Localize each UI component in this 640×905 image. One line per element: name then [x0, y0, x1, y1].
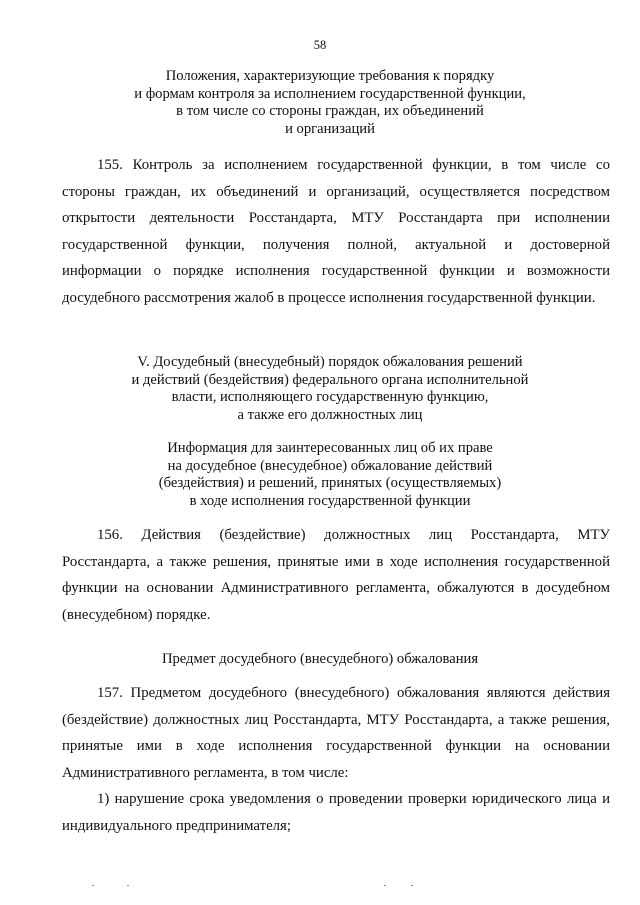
page-number: 58: [313, 38, 327, 52]
paragraph-line: стороны граждан, их объединений и организаций, осуществляется посредством: [62, 183, 610, 200]
heading-line: и действий (бездействия) федерального органа исполнительной: [131, 371, 529, 388]
section-heading-control: [60, 68, 600, 138]
scan-dot: [92, 885, 94, 886]
paragraph-line: открытости деятельности Росстандарта, МТУ Росстандарта при исполнении: [62, 210, 610, 226]
paragraph-156: [62, 522, 610, 628]
paragraph-line: 155. Контроль за исполнением государственной функции, в том числе со: [97, 157, 610, 173]
heading-line: Информация для заинтересованных лиц об их праве: [167, 440, 493, 456]
heading-line: и организаций: [285, 120, 375, 137]
paragraph-line: информации о порядке исполнения государственной функции и возможности: [62, 263, 610, 279]
paragraph-line: государственной функции, получения полной, актуальной и достоверной: [62, 236, 610, 253]
heading-line: власти, исполняющего государственную функцию,: [171, 389, 489, 405]
paragraph-157: [62, 680, 610, 786]
paragraph-line: функции на основании Административного регламента, обжалуются в досудебном: [62, 580, 610, 596]
paragraph-line: (внесудебном) порядке.: [62, 606, 211, 623]
paragraph-155: [62, 152, 610, 311]
heading-line: (бездействия) и решений, принятых (осуществляемых): [158, 475, 502, 491]
paragraph-line: принятые ими в ходе исполнения государственной функции на основании: [62, 738, 610, 754]
heading-line: и формам контроля за исполнением государственной функции,: [134, 85, 526, 102]
scan-artifacts: [0, 885, 640, 891]
heading-line: в ходе исполнения государственной функции: [189, 492, 471, 509]
paragraph-line: досудебного рассмотрения жалоб в процессе исполнения государственной функции.: [62, 289, 596, 306]
info-heading: [60, 440, 600, 510]
paragraph-line: 157. Предметом досудебного (внесудебного) обжалования являются действия: [97, 685, 610, 701]
scan-dot: [127, 885, 129, 886]
section-heading-v: [60, 354, 600, 424]
heading-line: на досудебное (внесудебное) обжалование действий: [167, 457, 493, 474]
heading-line: Положения, характеризующие требования к порядку: [165, 68, 495, 84]
scan-dot: [411, 885, 413, 886]
paragraph-line: индивидуального предпринимателя;: [62, 817, 291, 834]
heading-line: а также его должностных лиц: [237, 406, 423, 423]
paragraph-line: (бездействие) должностных лиц Росстандарта, МТУ Росстандарта, а также решения,: [62, 711, 610, 728]
paragraph-line: 156. Действия (бездействие) должностных лиц Росстандарта, МТУ: [97, 527, 610, 543]
heading-line: в том числе со стороны граждан, их объединений: [176, 103, 484, 119]
subject-heading: Предмет досудебного (внесудебного) обжалования: [161, 651, 479, 667]
heading-line: V. Досудебный (внесудебный) порядок обжалования решений: [137, 354, 523, 370]
list-item-1: [62, 786, 610, 839]
paragraph-line: 1) нарушение срока уведомления о проведении проверки юридического лица и: [97, 791, 610, 807]
paragraph-line: Административного регламента, в том числе:: [62, 764, 349, 781]
paragraph-line: Росстандарта, а также решения, принятые ими в ходе исполнения государственной: [62, 553, 610, 570]
scan-dot: [384, 885, 386, 886]
